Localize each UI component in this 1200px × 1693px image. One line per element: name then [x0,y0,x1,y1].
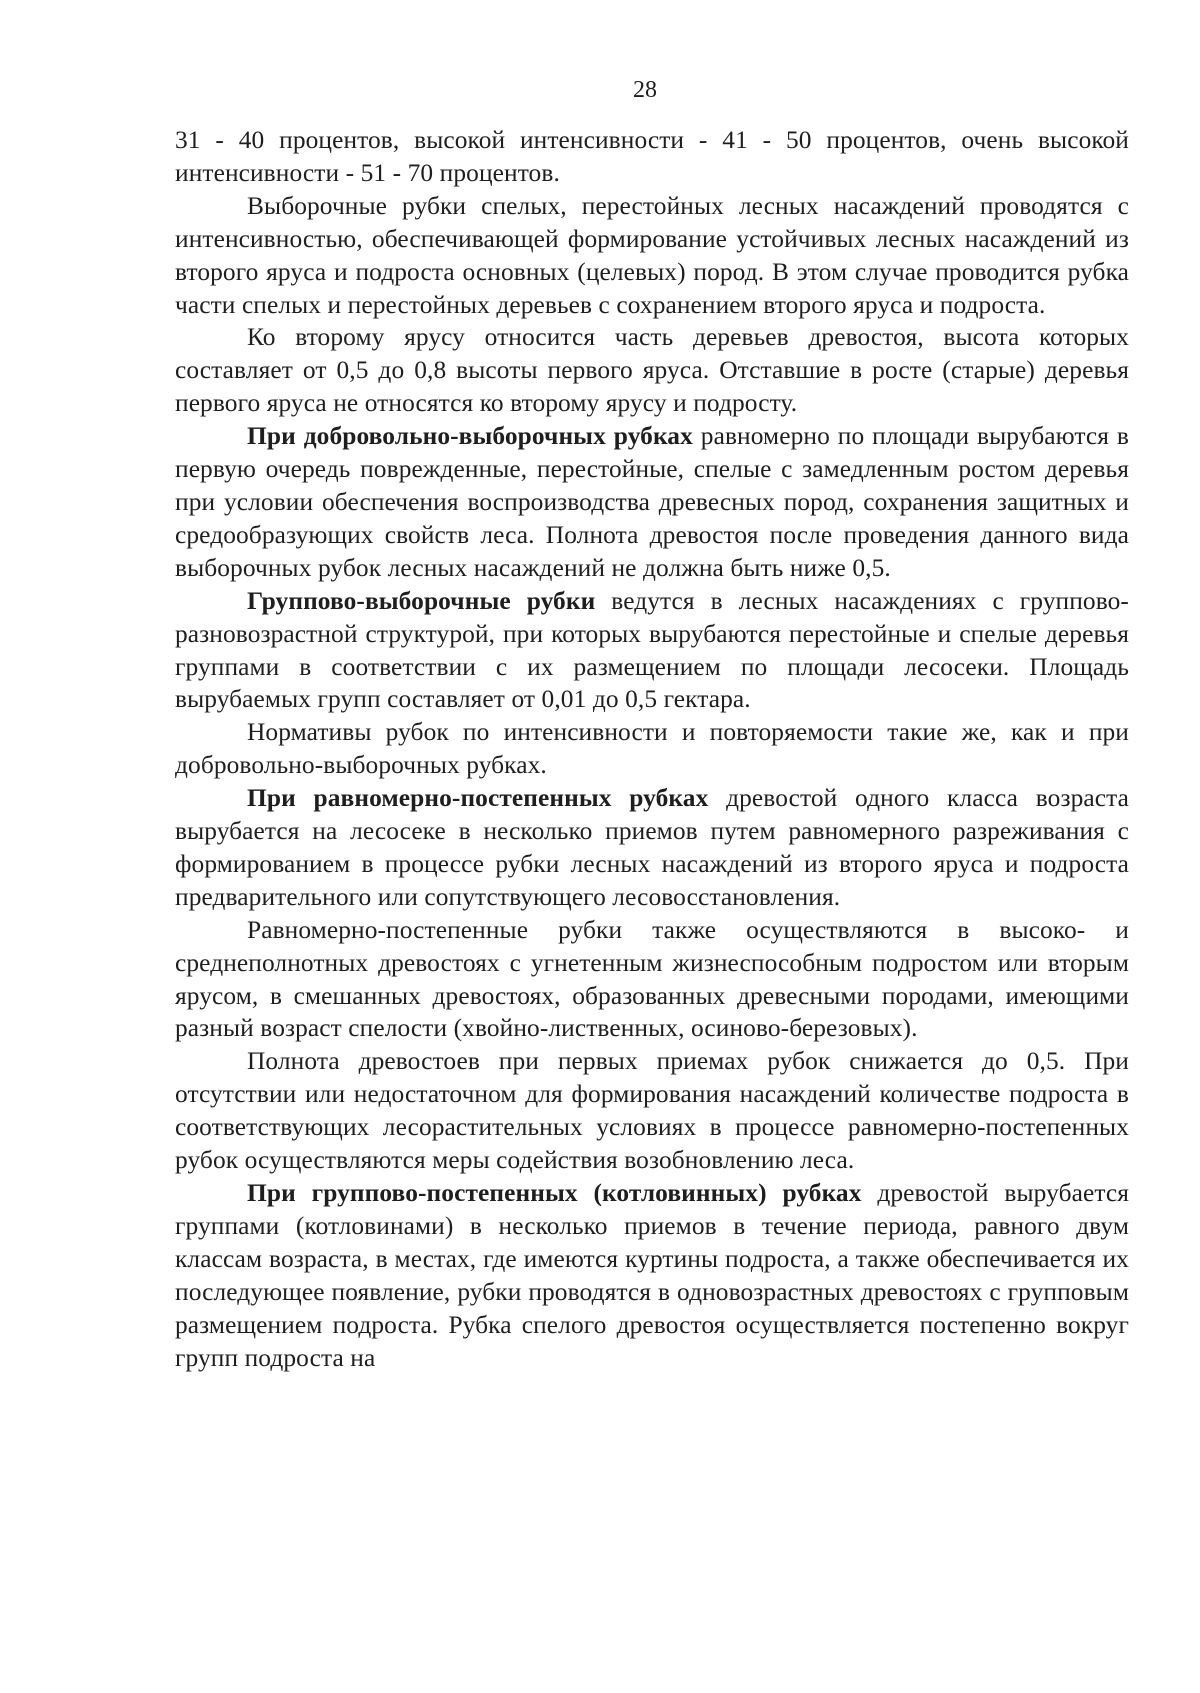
paragraph-text: Ко второму ярусу относится часть деревьев древостоя, высота которых составляет от 0,5 до 0,8 высоты первого яруса. Отставшие в росте (старые) деревья первого яруса не относятся ко второму ярусу и подросту. [175,323,1129,418]
paragraph [175,1177,1129,1374]
paragraph-text: Равномерно-постепенные рубки также осуществляются в высоко- и среднеполнотных древостоях с угнетенным жизнеспособным подростом или вторым ярусом, в смешанных древостоях, образованных древесными породами, имеющими разный возраст спелости (хвойно-лиственных, осиново-березовых). [175,915,1129,1043]
paragraph [175,716,1129,782]
paragraph [175,585,1129,717]
paragraph-text: ведутся в лесных насаждениях с группово-разновозрастной структурой, при которых вырубаются перестойные и спелые деревья группами в соответствии с их размещением по площади лесосеки. Площадь вырубаемых групп составляет от 0,01 до 0,5 гектара. [175,586,1129,714]
paragraph-text: 31 - 40 процентов, высокой интенсивности - 41 - 50 процентов, очень высокой интенсивности - 51 - 70 процентов. [175,126,1129,187]
paragraph-text: равномерно по площади вырубаются в первую очередь поврежденные, перестойные, спелые с замедленным ростом деревья при условии обеспечения воспроизводства древесных пород, сохранения защитных и средообразующих свойств леса. Полнота древостоя после проведения данного вида выборочных рубок лесных насаждений не должна быть ниже 0,5. [175,422,1129,582]
paragraph [175,124,1129,190]
paragraph-text: Полнота древостоев при первых приемах рубок снижается до 0,5. При отсутствии или недостаточном для формирования насаждений количестве подроста в соответствующих лесорастительных условиях в процессе равномерно-постепенных рубок осуществляются меры содействия возобновлению леса. [175,1047,1129,1175]
paragraph [175,190,1129,322]
paragraph [175,321,1129,420]
paragraph [175,1045,1129,1177]
paragraph-lead-term: При равномерно-постепенных рубках [247,784,709,813]
paragraph-lead-term: Группово-выборочные рубки [247,586,596,615]
paragraph [175,782,1129,914]
paragraph-lead-term: При добровольно-выборочных рубках [247,422,693,451]
paragraph-text: Выборочные рубки спелых, перестойных лесных насаждений проводятся с интенсивностью, обеспечивающей формирование устойчивых лесных насаждений из второго яруса и подроста основных (целевых) пород. В этом случае проводится рубка части спелых и перестойных деревьев с сохранением второго яруса и подроста. [175,191,1129,319]
page-number: 28 [633,77,657,103]
paragraph-text: древостой одного класса возраста вырубается на лесосеке в несколько приемов путем равномерного разреживания с формированием в процессе рубки лесных насаждений из второго яруса и подроста предварительного или сопутствующего лесовосстановления. [175,784,1129,911]
paragraph-lead-term: При группово-постепенных (котловинных) рубках [247,1179,862,1207]
paragraph [175,914,1129,1046]
paragraph-text: древостой вырубается группами (котловинами) в несколько приемов в течение периода, равного двум классам возраста, в местах, где имеются куртины подроста, а также обеспечивается их последующее появление, рубки проводятся в одновозрастных древостоях с групповым размещением подроста. Рубка спелого древостоя осуществляется постепенно вокруг групп подроста на [175,1179,1130,1372]
document-body [175,124,1129,1374]
paragraph-text: Нормативы рубок по интенсивности и повторяемости такие же, как и при добровольно-выборочных рубках. [175,718,1129,780]
paragraph [175,420,1129,585]
